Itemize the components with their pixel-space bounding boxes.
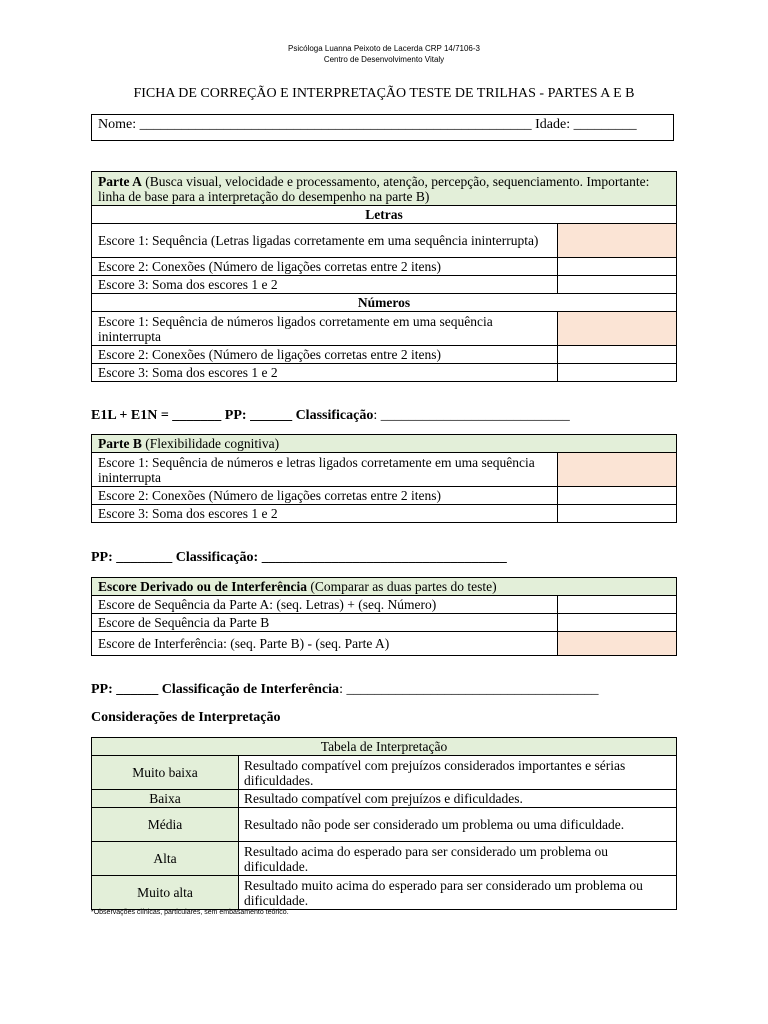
derivado-seq-b-label: Escore de Sequência da Parte B: [92, 614, 558, 632]
numeros-escore-1-input[interactable]: [558, 312, 677, 346]
numeros-escore-3-input[interactable]: [558, 364, 677, 382]
letras-label: Letras: [92, 206, 677, 224]
derivado-seq-b-input[interactable]: [558, 614, 677, 632]
page-title: FICHA DE CORREÇÃO E INTERPRETAÇÃO TESTE DE TRILHAS - PARTES A E B: [133, 86, 635, 101]
parte-a-heading: Parte A (Busca visual, velocidade e processamento, atenção, percepção, sequenciamento. Importante: linha de base para a interpretação do desempenho na parte B): [92, 172, 677, 206]
parte-b-heading: Parte B (Flexibilidade cognitiva): [92, 435, 677, 453]
parte-b-escore-3-label: Escore 3: Soma dos escores 1 e 2: [92, 505, 558, 523]
derivado-table: [91, 577, 677, 656]
name-age-field[interactable]: Nome: ________________________________________________________ Idade: _________: [91, 114, 674, 141]
header-line-1: Psicóloga Luanna Peixoto de Lacerda CRP 14/7106-3: [288, 44, 480, 53]
interp-level: Baixa: [92, 790, 239, 808]
derivado-seq-a-label: Escore de Sequência da Parte A: (seq. Letras) + (seq. Número): [92, 596, 558, 614]
parte-b-escore-3-input[interactable]: [558, 505, 677, 523]
interp-level: Média: [92, 808, 239, 842]
parte-b-escore-2-input[interactable]: [558, 487, 677, 505]
parte-a-summary-line[interactable]: E1L + E1N = _______ PP: ______ Classificação: ___________________________: [91, 408, 570, 423]
derivado-interferencia-input[interactable]: [558, 632, 677, 656]
letras-escore-2-input[interactable]: [558, 258, 677, 276]
parte-b-escore-1-label: Escore 1: Sequência de números e letras ligados corretamente em uma sequência ininterrupta: [92, 453, 558, 487]
letras-escore-1-input[interactable]: [558, 224, 677, 258]
interp-desc: Resultado compatível com prejuízos e dificuldades.: [239, 790, 677, 808]
letras-escore-2-label: Escore 2: Conexões (Número de ligações corretas entre 2 itens): [92, 258, 558, 276]
page-header: [0, 43, 768, 65]
header-line-2: Centro de Desenvolvimento Vitaly: [323, 55, 445, 64]
numeros-escore-1-label: Escore 1: Sequência de números ligados corretamente em uma sequência ininterrupta: [92, 312, 558, 346]
interpretation-table: [91, 737, 677, 910]
interp-desc: Resultado acima do esperado para ser considerado um problema ou dificuldade.: [239, 842, 677, 876]
interp-table-title: Tabela de Interpretação: [92, 738, 677, 756]
interp-level: Muito alta: [92, 876, 239, 910]
interferencia-summary-line[interactable]: PP: ______ Classificação de Interferência: ____________________________________: [91, 682, 599, 697]
consideracoes-title: Considerações de Interpretação: [91, 710, 281, 725]
parte-a-table: [91, 171, 677, 382]
derivado-seq-a-input[interactable]: [558, 596, 677, 614]
numeros-label: Números: [92, 294, 677, 312]
interp-level: Muito baixa: [92, 756, 239, 790]
numeros-escore-2-input[interactable]: [558, 346, 677, 364]
parte-b-escore-2-label: Escore 2: Conexões (Número de ligações corretas entre 2 itens): [92, 487, 558, 505]
interp-desc: Resultado muito acima do esperado para ser considerado um problema ou dificuldade.: [239, 876, 677, 910]
interp-desc: Resultado não pode ser considerado um problema ou uma dificuldade.: [239, 808, 677, 842]
letras-escore-3-input[interactable]: [558, 276, 677, 294]
letras-escore-3-label: Escore 3: Soma dos escores 1 e 2: [92, 276, 558, 294]
footnote: *Observações clínicas, particulares, sem embasamento teórico.: [91, 909, 289, 916]
parte-b-escore-1-input[interactable]: [558, 453, 677, 487]
parte-b-summary-line[interactable]: PP: ________ Classificação: ___________________________________: [91, 550, 507, 565]
letras-escore-1-label: Escore 1: Sequência (Letras ligadas corretamente em uma sequência ininterrupta): [92, 224, 558, 258]
parte-b-table: [91, 434, 677, 523]
derivado-heading: Escore Derivado ou de Interferência (Comparar as duas partes do teste): [92, 578, 677, 596]
numeros-escore-3-label: Escore 3: Soma dos escores 1 e 2: [92, 364, 558, 382]
interp-level: Alta: [92, 842, 239, 876]
interp-desc: Resultado compatível com prejuízos considerados importantes e sérias dificuldades.: [239, 756, 677, 790]
numeros-escore-2-label: Escore 2: Conexões (Número de ligações corretas entre 2 itens): [92, 346, 558, 364]
derivado-interferencia-label: Escore de Interferência: (seq. Parte B) - (seq. Parte A): [92, 632, 558, 656]
